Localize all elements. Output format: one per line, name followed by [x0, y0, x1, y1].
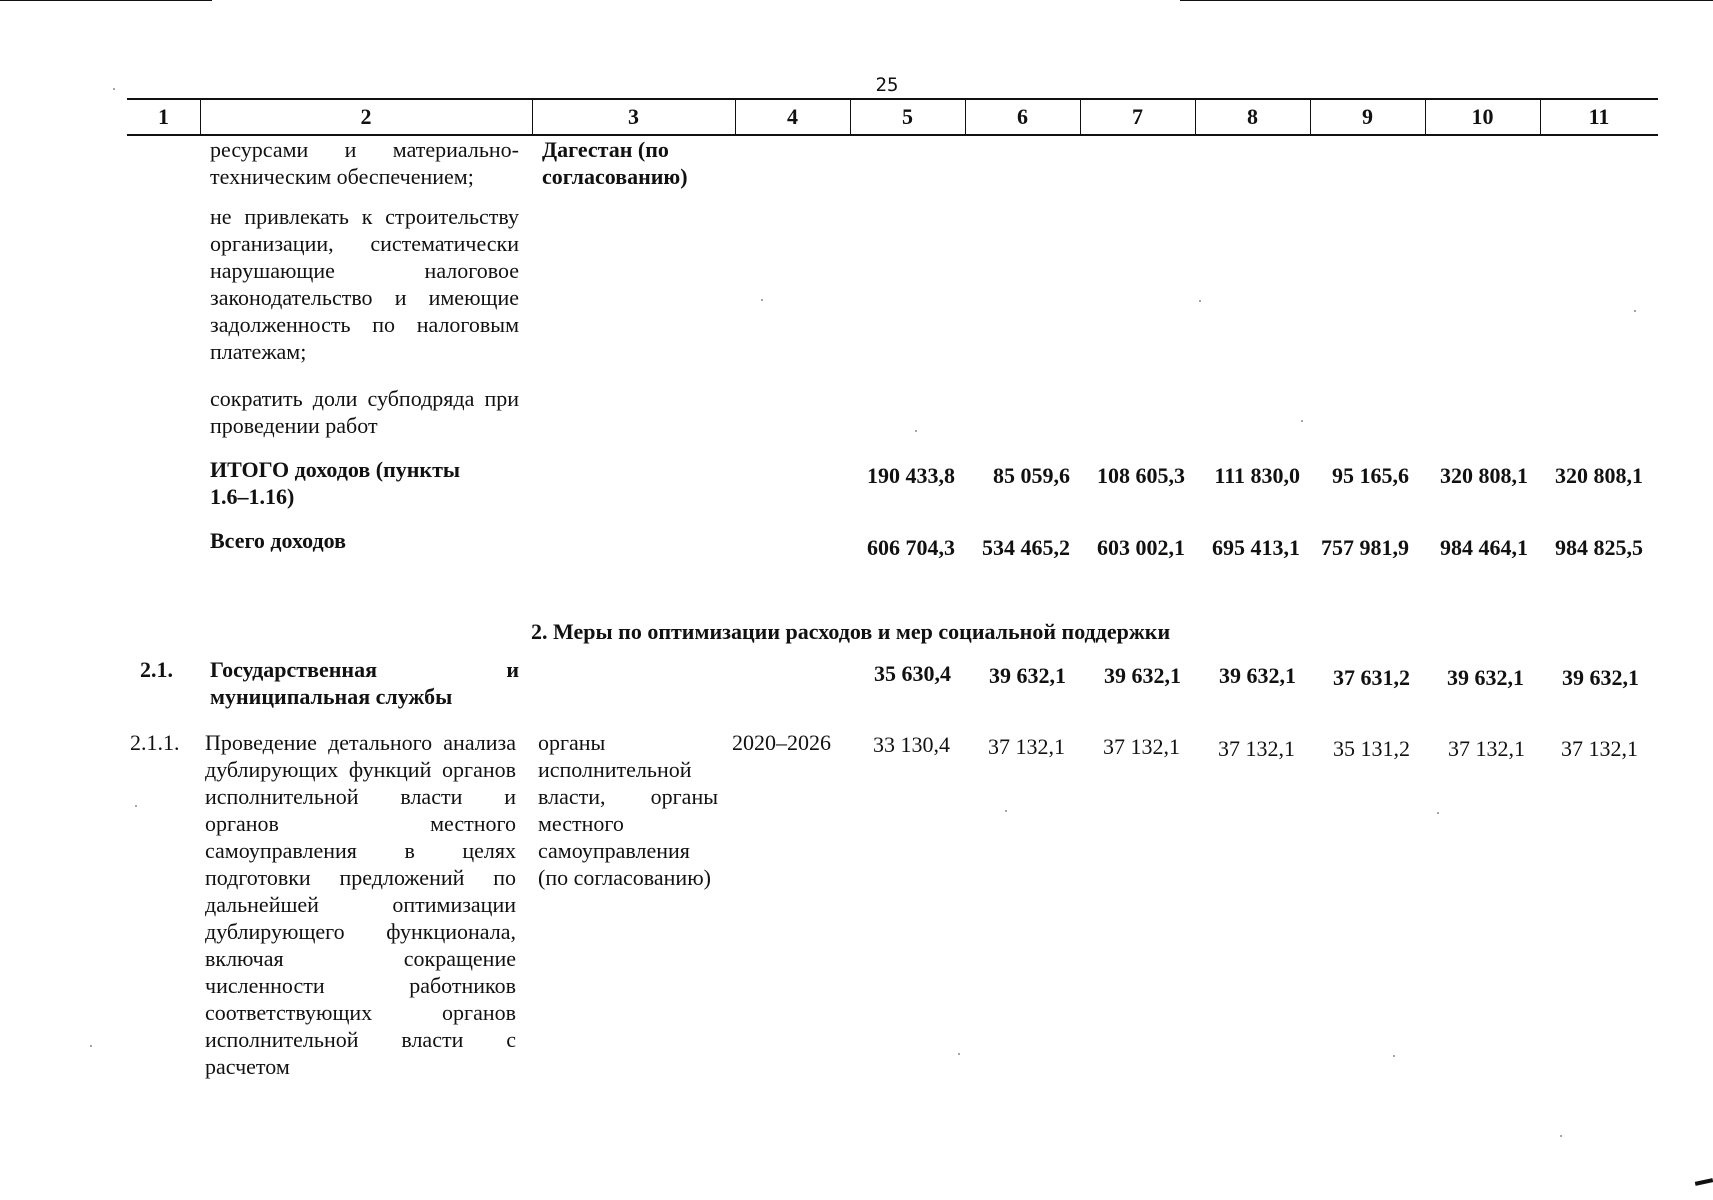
- row-2-1-1-value-col8: 37 132,1: [1218, 736, 1295, 761]
- row-2-1-value-col11: 39 632,1: [1562, 665, 1639, 690]
- scan-edge-mark: [1180, 0, 1713, 1]
- row-2-1-1-value-col6: 37 132,1: [988, 734, 1065, 759]
- row-2-1-1-value-col11: 37 132,1: [1561, 736, 1638, 761]
- row-2-1-value-col9: 37 631,2: [1333, 665, 1410, 690]
- continuation-text-1: ресурсами и материально-техническим обеспечением;: [210, 137, 519, 189]
- scan-dust: [958, 1053, 960, 1055]
- row-2-1-value-col6: 39 632,1: [989, 663, 1066, 688]
- itogo-value-col6: 85 059,6: [993, 463, 1070, 488]
- row-2-1-1-value-col10: 37 132,1: [1448, 736, 1525, 761]
- column-header-10: 10: [1471, 104, 1494, 129]
- row-2-1-1-number: 2.1.1.: [130, 730, 180, 755]
- scan-edge-mark: [1695, 1178, 1713, 1186]
- column-header-8: 8: [1247, 104, 1258, 129]
- scan-dust: [1005, 810, 1007, 812]
- vsego-value-col6: 534 465,2: [982, 535, 1070, 560]
- page-number: 25: [875, 74, 899, 96]
- itogo-value-col9: 95 165,6: [1332, 463, 1409, 488]
- itogo-value-col8: 111 830,0: [1214, 463, 1300, 488]
- row-2-1-value-col8: 39 632,1: [1219, 663, 1296, 688]
- section-2-title: 2. Меры по оптимизации расходов и мер социальной поддержки: [531, 619, 1171, 644]
- itogo-label: ИТОГО доходов (пункты 1.6–1.16): [210, 457, 461, 509]
- scan-dust: [761, 299, 763, 301]
- scan-dust: [135, 805, 137, 807]
- scan-dust: [1560, 1135, 1562, 1137]
- vsego-value-col11: 984 825,5: [1555, 535, 1643, 560]
- continuation-executor: Дагестан (по согласованию): [542, 137, 688, 189]
- itogo-value-col11: 320 808,1: [1555, 463, 1643, 488]
- vsego-label: Всего доходов: [210, 528, 346, 553]
- row-2-1-1-value-col9: 35 131,2: [1333, 736, 1410, 761]
- continuation-text-3: сократить доли субподряда при проведении работ: [210, 386, 519, 438]
- row-2-1-value-col5: 35 630,4: [874, 661, 951, 686]
- row-2-1-1-executor: органы исполнительной власти, органы местного самоуправления (по согласованию): [538, 730, 718, 890]
- column-header-2: 2: [360, 104, 372, 129]
- scan-dust: [915, 430, 917, 432]
- column-header-9: 9: [1362, 104, 1373, 129]
- column-header-6: 6: [1017, 104, 1028, 129]
- scan-dust: [90, 1045, 92, 1047]
- scan-dust: [1301, 420, 1303, 422]
- row-2-1-1-value-col7: 37 132,1: [1103, 734, 1180, 759]
- row-2-1-1-label: Проведение детального анализа дублирующих функций органов исполнительной власти и органов местного самоуправления в целях подготовки предложений по дальнейшей оптимизации дублирующего функционала, включая сокращение численности работников соответствующих органов исполнительной власти с расчетом: [205, 730, 516, 1079]
- column-header-5: 5: [902, 104, 913, 129]
- itogo-value-col7: 108 605,3: [1097, 463, 1185, 488]
- scan-dust: [1437, 812, 1439, 814]
- vsego-value-col10: 984 464,1: [1440, 535, 1528, 560]
- row-2-1-label: Государственная и муниципальная службы: [210, 657, 519, 709]
- column-header-11: 11: [1588, 104, 1610, 129]
- scan-dust: [1199, 300, 1201, 302]
- vsego-value-col9: 757 981,9: [1321, 535, 1409, 560]
- scan-dust: [113, 88, 115, 90]
- table-header: [127, 98, 1658, 136]
- vsego-value-col5: 606 704,3: [867, 535, 955, 560]
- column-header-3: 3: [628, 104, 639, 129]
- scan-dust: [1634, 310, 1636, 312]
- row-2-1-value-col7: 39 632,1: [1104, 663, 1181, 688]
- itogo-value-col5: 190 433,8: [867, 463, 955, 488]
- scan-dust: [1393, 1055, 1395, 1057]
- column-header-7: 7: [1132, 104, 1143, 129]
- vsego-value-col7: 603 002,1: [1097, 535, 1185, 560]
- row-2-1-1-period: 2020–2026: [732, 730, 831, 755]
- column-header-1: 1: [158, 104, 169, 129]
- column-header-4: 4: [787, 104, 798, 129]
- row-2-1-value-col10: 39 632,1: [1447, 665, 1524, 690]
- itogo-value-col10: 320 808,1: [1440, 463, 1528, 488]
- vsego-value-col8: 695 413,1: [1212, 535, 1300, 560]
- row-2-1-1-value-col5: 33 130,4: [873, 732, 950, 757]
- scan-edge-mark: [0, 0, 212, 1]
- row-2-1-number: 2.1.: [140, 657, 173, 682]
- continuation-text-2: не привлекать к строительству организации, систематически нарушающие налоговое законодательство и имеющие задолженность по налоговым платежам;: [210, 204, 519, 364]
